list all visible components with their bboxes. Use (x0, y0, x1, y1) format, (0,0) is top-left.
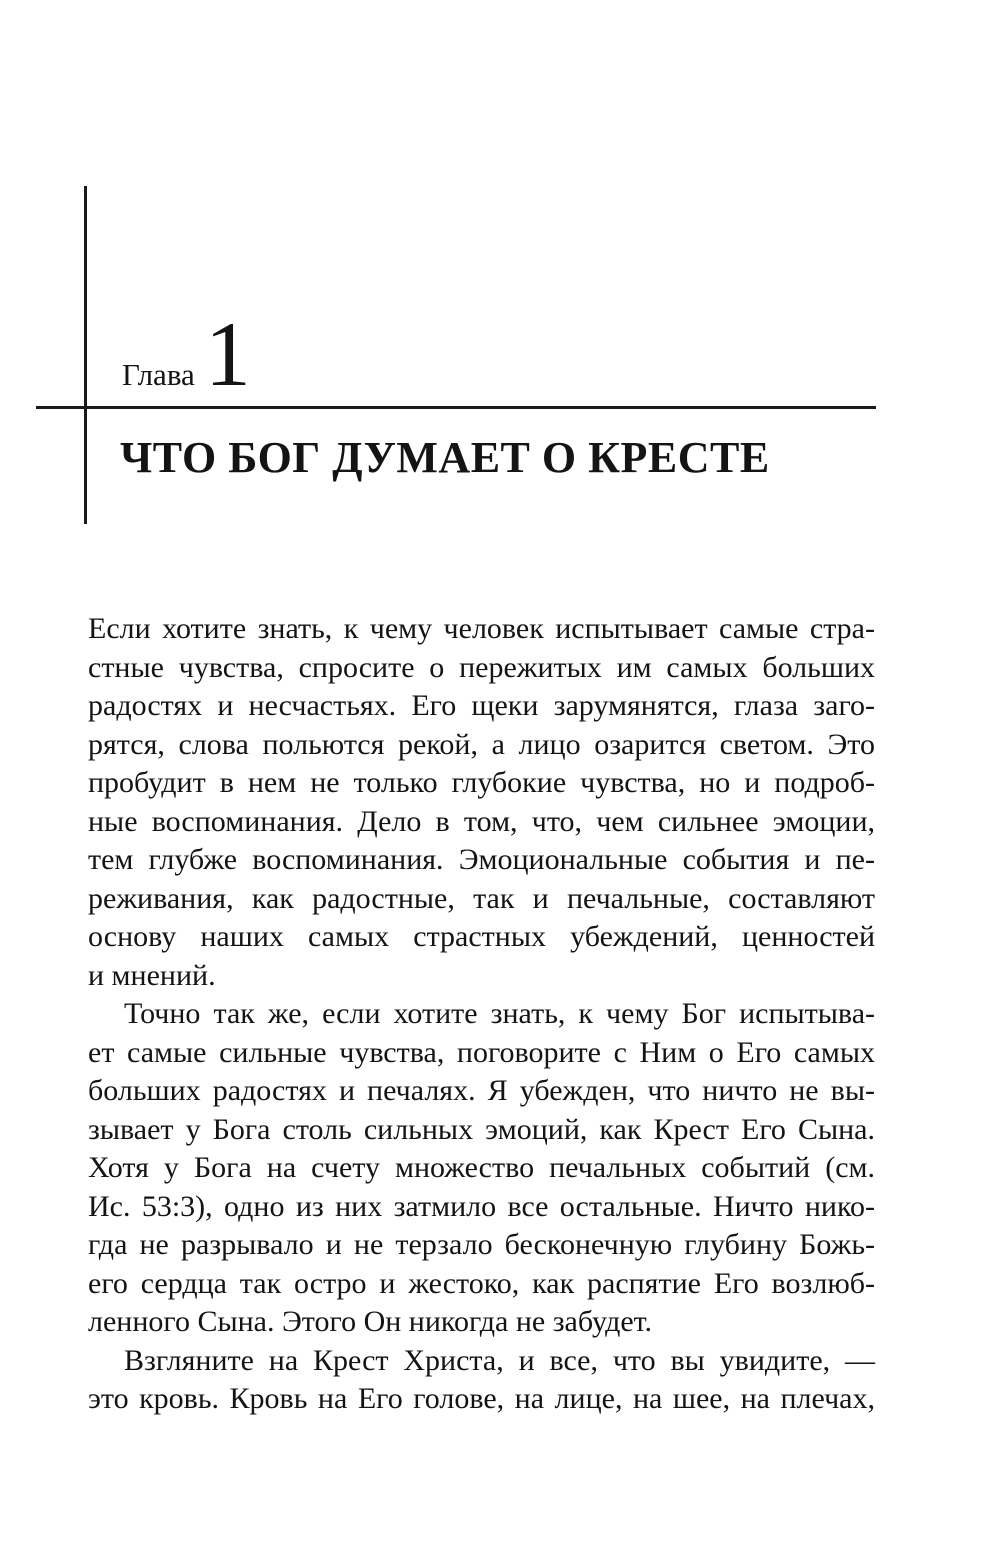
text-line: зывает у Бога столь сильных эмоций, как Крест Его Сына. (88, 1112, 875, 1146)
text-line: это кровь. Кровь на Его голове, на лице, на шее, на плечах, (88, 1382, 875, 1415)
chapter-word: Глава (122, 357, 195, 392)
text-line: Ис. 53:3), одно из них затмило все остальные. Ничто нико- (88, 1189, 875, 1223)
chapter-horizontal-rule (36, 406, 876, 409)
text-line: Точно так же, если хотите знать, к чему Бог испытыва- (124, 997, 875, 1030)
text-line: рятся, слова польются рекой, а лицо озарится светом. Это (88, 727, 875, 761)
text-line: ные воспоминания. Дело в том, что, чем сильнее эмоции, (88, 804, 875, 838)
text-line: его сердца так остро и жестоко, как распятие Его возлюб- (88, 1266, 875, 1300)
paragraph-3 (88, 1342, 875, 1419)
text-line: Взгляните на Крест Христа, и все, что вы увидите, — (124, 1343, 875, 1377)
chapter-vertical-rule (84, 186, 87, 524)
body-text (88, 610, 875, 1419)
text-line: пробудит в нем не только глубокие чувства, но и подроб- (88, 766, 875, 799)
text-line: гда не разрывало и не терзало бесконечную глубину Божь- (88, 1228, 875, 1261)
chapter-heading (122, 303, 251, 405)
text-line: Если хотите знать, к чему человек испытывает самые стра- (88, 612, 875, 645)
paragraph-2 (88, 995, 875, 1342)
text-line: и мнений. (88, 958, 216, 992)
text-line: реживания, как радостные, так и печальные, составляют (88, 881, 875, 915)
text-line: ленного Сына. Этого Он никогда не забудет. (88, 1305, 653, 1338)
chapter-title: ЧТО БОГ ДУМАЕТ О КРЕСТЕ (120, 433, 770, 482)
text-line: основу наших самых страстных убеждений, ценностей (88, 920, 875, 953)
text-line: Хотя у Бога на счету множество печальных событий (см. (88, 1151, 875, 1184)
text-line: тем глубже воспоминания. Эмоциональные события и пе- (88, 843, 875, 876)
text-line: радостях и несчастьях. Его щеки зарумянятся, глаза заго- (88, 689, 875, 722)
paragraph-1 (88, 610, 875, 995)
text-line: больших радостях и печалях. Я убежден, что ничто не вы- (88, 1074, 875, 1107)
text-line: стные чувства, спросите о пережитых им самых больших (88, 650, 875, 684)
text-line: ет самые сильные чувства, поговорите с Ним о Его самых (88, 1035, 875, 1069)
chapter-number: 1 (204, 303, 251, 405)
